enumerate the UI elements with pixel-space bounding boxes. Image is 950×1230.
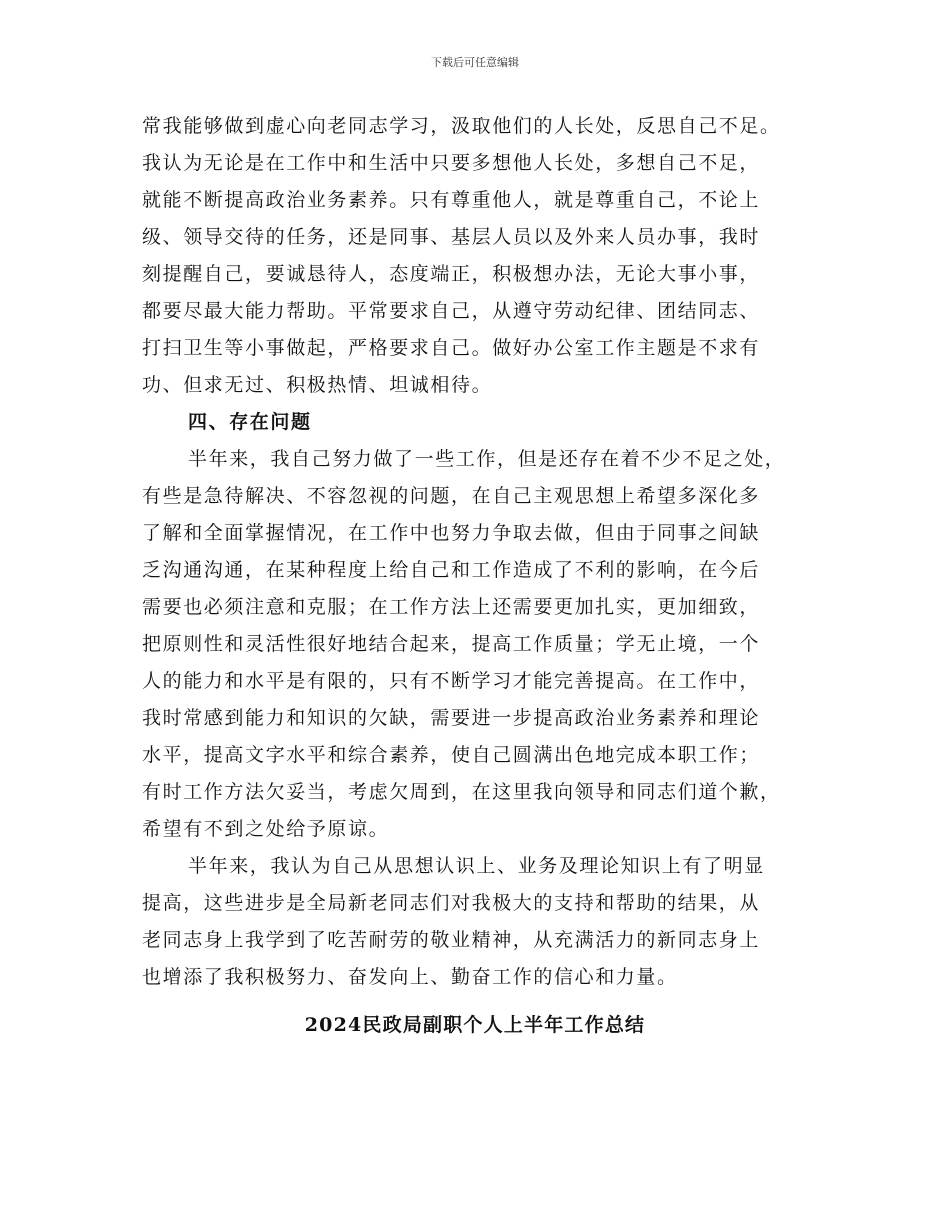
body-text-line: 把原则性和灵活性很好地结合起来，提高工作质量；学无止境，一个 (142, 633, 761, 655)
body-text-line: 常我能够做到虚心向老同志学习，汲取他们的人长处，反思自己不足。 (142, 115, 781, 137)
body-text-line: 我时常感到能力和知识的欠缺，需要进一步提高政治业务素养和理论 (142, 707, 761, 729)
body-text-line: 老同志身上我学到了吃苦耐劳的敬业精神，从充满活力的新同志身上 (142, 929, 761, 951)
body-text-line: 希望有不到之处给予原谅。 (142, 818, 390, 840)
document-body (142, 108, 832, 996)
body-text-line: 打扫卫生等小事做起，严格要求自己。做好办公室工作主题是不求有 (142, 337, 761, 359)
body-text-line: 提高，这些进步是全局新老同志们对我极大的支持和帮助的结果，从 (142, 892, 761, 914)
body-text-line: 有时工作方法欠妥当，考虑欠周到，在这里我向领导和同志们道个歉， (142, 781, 781, 803)
body-text-line: 水平，提高文字水平和综合素养，使自己圆满出色地完成本职工作； (142, 744, 761, 766)
body-text-line: 人的能力和水平是有限的，只有不断学习才能完善提高。在工作中， (142, 670, 761, 692)
body-text-line: 了解和全面掌握情况，在工作中也努力争取去做，但由于同事之间缺 (142, 522, 761, 544)
section-title: 2024民政局副职个人上半年工作总结 (304, 1014, 646, 1036)
body-text-line: 刻提醒自己，要诚恳待人，态度端正，积极想办法，无论大事小事， (142, 263, 761, 285)
body-text-line: 乏沟通沟通，在某种程度上给自己和工作造成了不利的影响，在今后 (142, 559, 761, 581)
body-text-line: 级、领导交待的任务，还是同事、基层人员以及外来人员办事，我时 (142, 226, 761, 248)
body-text-line: 需要也必须注意和克服；在工作方法上还需要更加扎实，更加细致， (142, 596, 761, 618)
body-text-line: 我认为无论是在工作中和生活中只要多想他人长处，多想自己不足， (142, 152, 761, 174)
body-text-line: 功、但求无过、积极热情、坦诚相待。 (142, 374, 493, 396)
body-text-line: 半年来，我认为自己从思想认识上、业务及理论知识上有了明显 (188, 855, 765, 877)
body-text-line: 半年来，我自己努力做了一些工作，但是还存在着不少不足之处， (188, 448, 786, 470)
section-heading: 四、存在问题 (188, 411, 312, 433)
body-text-line: 就能不断提高政治业务素养。只有尊重他人，就是尊重自己，不论上 (142, 189, 761, 211)
body-text-line: 都要尽最大能力帮助。平常要求自己，从遵守劳动纪律、团结同志、 (142, 300, 761, 322)
body-text-line: 也增添了我积极努力、奋发向上、勤奋工作的信心和力量。 (142, 966, 678, 988)
body-text-line: 有些是急待解决、不容忽视的问题，在自己主观思想上希望多深化多 (142, 485, 761, 507)
page-header-note: 下载后可任意编辑 (431, 56, 519, 69)
